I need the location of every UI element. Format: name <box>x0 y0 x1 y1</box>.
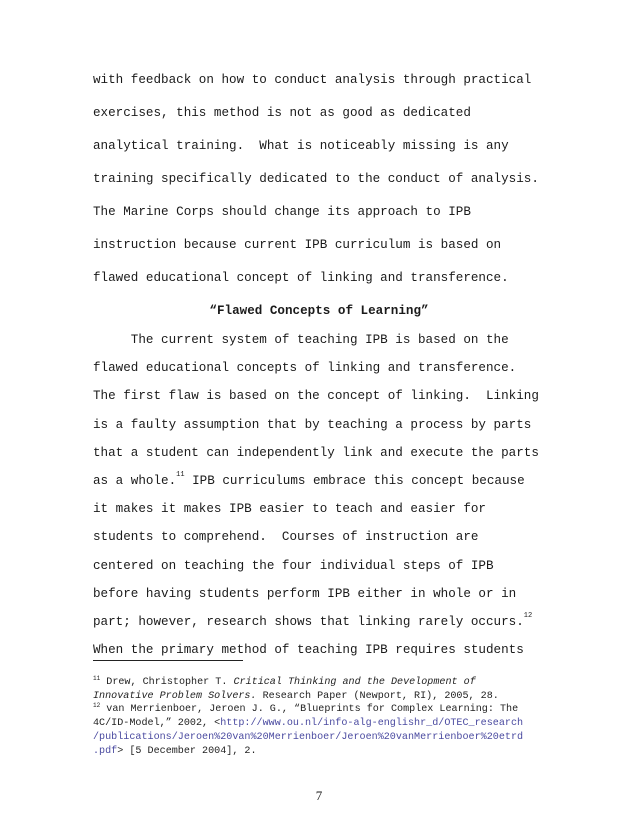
body-line: is a faulty assumption that by teaching a process by parts <box>93 418 532 432</box>
page-number: 7 <box>315 788 323 803</box>
footnote-12-cont <box>93 733 523 743</box>
body-text: IPB curriculums embrace this concept because <box>184 474 525 488</box>
footnote-text: 4C/ID-Model,” 2002, < <box>93 718 221 729</box>
body-line: The current system of teaching IPB is based on the <box>93 333 509 347</box>
body-line: that a student can independently link and execute the parts <box>93 446 539 460</box>
footnote-12 <box>93 702 519 715</box>
body-line: training specifically dedicated to the conduct of analysis. <box>93 172 539 186</box>
footnote-link[interactable]: http://www.ou.nl/info-alg-englishr_d/OTEC_research <box>220 718 524 729</box>
body-line: flawed educational concepts of linking and transference. <box>93 361 517 375</box>
body-line: students to comprehend. Courses of instruction are <box>93 530 479 544</box>
footnote-11-cont <box>93 692 499 702</box>
body-line <box>93 471 525 488</box>
footnote-link[interactable]: .pdf <box>93 746 118 757</box>
footnote-marker: 12 <box>93 702 101 709</box>
body-line: before having students perform IPB either in whole or in <box>93 587 517 601</box>
footnote-marker: 11 <box>93 675 101 682</box>
body-line: instruction because current IPB curriculum is based on <box>93 238 502 252</box>
body-line: When the primary method of teaching IPB requires students <box>93 643 524 657</box>
footnote-title: Innovative Problem Solvers. <box>93 691 257 702</box>
footnote-title: Critical Thinking and the Development of <box>233 677 476 688</box>
footnote-text: > [5 December 2004], 2. <box>117 746 257 757</box>
footnote-text: Research Paper (Newport, RI), 2005, 28. <box>256 691 499 702</box>
body-line: centered on teaching the four individual steps of IPB <box>93 559 494 573</box>
footnote-text: van Merrienboer, Jeroen J. G., “Blueprints for Complex Learning: The <box>100 704 519 715</box>
footnote-12-cont <box>93 719 523 729</box>
body-line: analytical training. What is noticeably missing is any <box>93 139 509 153</box>
body-text: as a whole. <box>93 474 177 488</box>
body-line: exercises, this method is not as good as dedicated <box>93 106 471 120</box>
footnote-ref[interactable]: 12 <box>523 612 533 620</box>
footnote-text: Drew, Christopher T. <box>100 677 234 688</box>
body-line: it makes it makes IPB easier to teach and easier for <box>93 502 486 516</box>
section-heading: “Flawed Concepts of Learning” <box>209 304 429 318</box>
body-line <box>93 612 533 629</box>
body-line: flawed educational concept of linking and transference. <box>93 271 509 285</box>
body-line: The first flaw is based on the concept of linking. Linking <box>93 389 539 403</box>
footnote-link[interactable]: /publications/Jeroen%20van%20Merrienboer/Jeroen%20vanMerrienboer%20etrd <box>93 732 524 743</box>
footnote-11 <box>93 675 476 688</box>
body-line: with feedback on how to conduct analysis through practical <box>93 73 532 87</box>
footnote-12-cont <box>93 747 257 757</box>
body-line: The Marine Corps should change its approach to IPB <box>93 205 471 219</box>
footnote-ref[interactable]: 11 <box>176 471 185 479</box>
footnote-divider <box>93 660 243 661</box>
body-text: part; however, research shows that linking rarely occurs. <box>93 615 524 629</box>
